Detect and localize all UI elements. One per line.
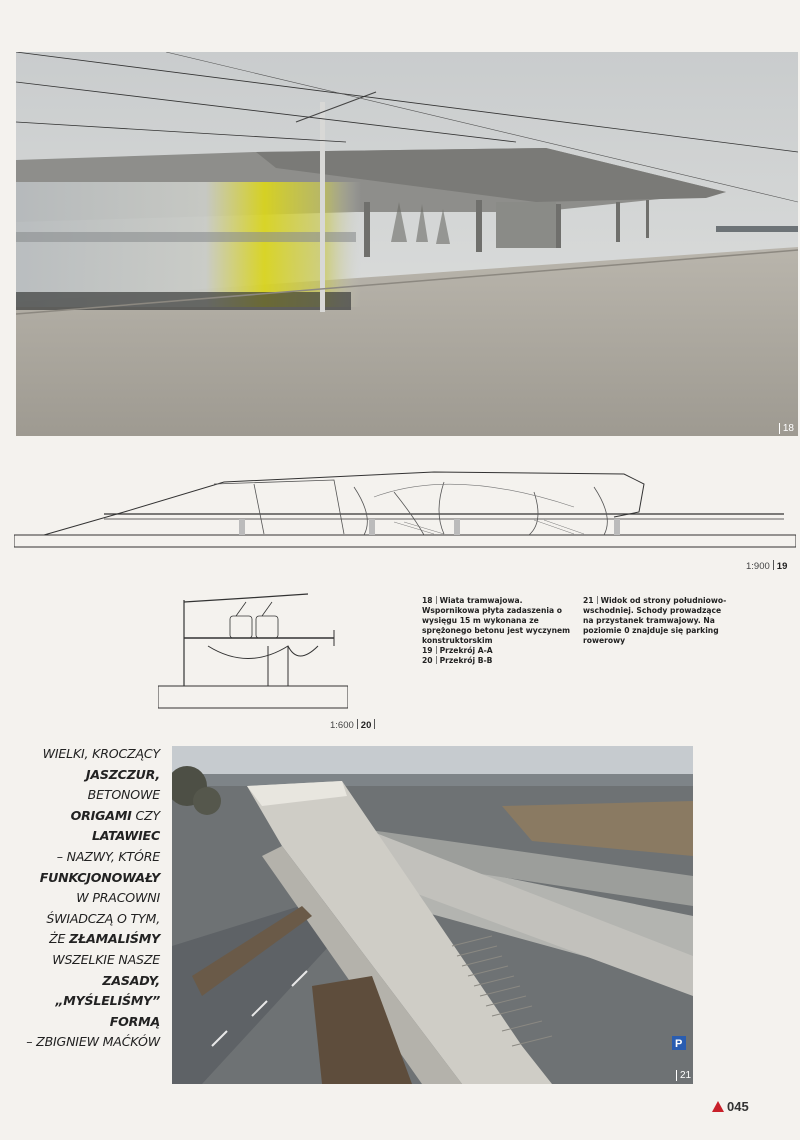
tram-shelter-image [16,52,798,436]
figure-number-21: 21 [676,1070,691,1081]
quote-line: ORIGAMI CZY [70,807,160,823]
caption-20: 20 Przekrój B-B [422,656,493,665]
photo-tram-shelter [16,52,798,436]
svg-text:P: P [675,1038,683,1050]
scale-label-19 [746,560,787,572]
quote-line: FUNKCJONOWAŁY [39,869,160,885]
caption-18: 18 Wiata tramwajowa. Wspornikowa płyta zadaszenia o wysięgu 15 m wykonana ze sprężonego betonu jest wyczynem konstruktorskim [422,596,571,645]
quote-line: LATAWIEC [91,828,160,844]
photo-aerial-stairs [172,746,693,1084]
quote-line: ŚWIADCZĄ O TYM, [46,910,160,926]
quote-line: WIELKI, KROCZĄCY [42,746,160,761]
section-drawing-b-b [158,590,348,712]
quote-line: JASZCZUR, [85,766,160,782]
quote-line: WSZELKIE NASZE ZASADY, [52,951,160,988]
quote-line: – ZBIGNIEW MAĆKÓW [26,1034,160,1050]
quote-line: – NAZWY, KTÓRE [56,848,160,864]
figure-number-18: 18 [779,423,794,434]
scale-19: 1:900 [746,561,770,572]
section-b-b-drawing [158,590,348,712]
scale-20: 1:600 [330,720,354,731]
captions-left [422,596,572,666]
page-number-text: 045 [727,1099,749,1114]
quote-line: „MYŚLELIŚMY” FORMĄ [55,993,160,1029]
magazine-logo-icon [712,1101,724,1112]
captions-right [583,596,733,646]
pull-quote [10,744,160,1053]
page-number [712,1099,749,1114]
section-drawing-a-a [14,462,796,552]
quote-line: W PRACOWNI [76,890,160,906]
scale-label-20 [330,719,378,731]
figure-number-19: 19 [776,561,788,572]
figure-number-20: 20 [360,720,372,731]
aerial-view-image [172,746,693,1084]
caption-21: 21 Widok od strony południowo-wschodniej. Schody prowadzące na przystanek tramwajowy. Na poziomie 0 znajduje się parking rowerowy [583,596,727,645]
caption-19: 19 Przekrój A-A [422,646,493,655]
section-a-a-drawing [14,462,796,552]
quote-line: ŻE ZŁAMALIŚMY [49,931,160,947]
quote-line: BETONOWE [87,787,160,803]
